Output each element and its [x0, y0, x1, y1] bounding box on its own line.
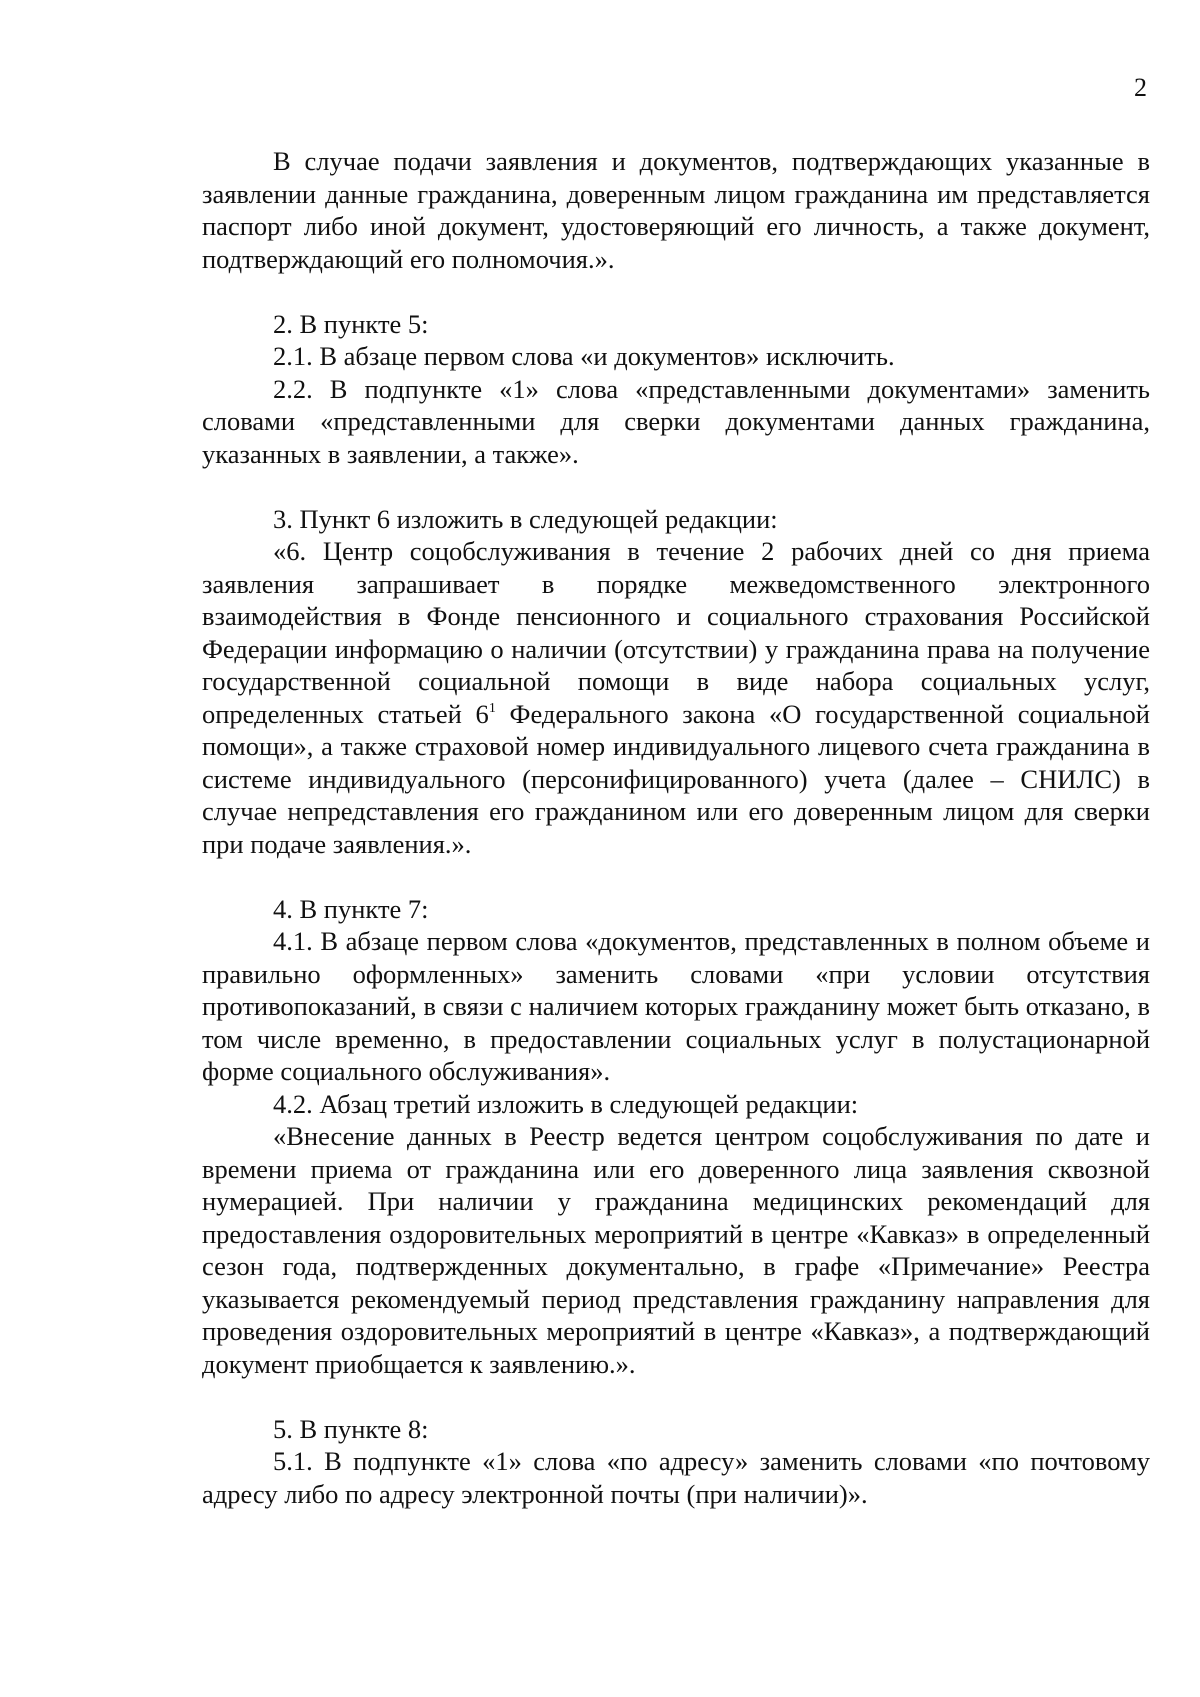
item-5-heading: 5. В пункте 8: [273, 1413, 429, 1444]
item-3-text [202, 535, 1150, 860]
item-3-text-before: «6. Центр соцобслуживания в течение 2 рабочих дней со дня приема заявления запрашивает в порядке межведомственного электронного взаимодействия в Фонде пенсионного и социального страхования Российской Федерации информацию о наличии (отсутствии) у гражданина права на получение государственной социальной помощи в виде набора социальных услуг, определенных статьей 6 [202, 536, 1150, 729]
item-4-heading: 4. В пункте 7: [273, 893, 429, 924]
item-5-1: 5.1. В подпункте «1» слова «по адресу» заменить словами «по почтовому адресу либо по адресу электронной почты (при наличии)». [202, 1446, 1150, 1509]
item-4-2-text: «Внесение данных в Реестр ведется центром соцобслуживания по дате и времени приема от гражданина или его доверенного лица заявления сквозной нумерацией. При наличии у гражданина медицинских рекомендаций для предоставления оздоровительных мероприятий в центре «Кавказ» в определенный сезон года, подтвержденных документально, в графе «Примечание» Реестра указывается рекомендуемый период представления гражданину направления для проведения оздоровительных мероприятий в центре «Кавказ», а подтверждающий документ приобщается к заявлению.». [202, 1121, 1150, 1379]
item-3-text-after: Федерального закона «О государственной социальной помощи», а также страховой номер индивидуального лицевого счета гражданина в системе индивидуального (персонифицированного) учета (далее – СНИЛС) в случае непредставления его гражданином или его доверенным лицом для сверки при подаче заявления.». [202, 698, 1150, 859]
item-2-heading: 2. В пункте 5: [273, 308, 429, 339]
item-2-2: 2.2. В подпункте «1» слова «представленными документами» заменить словами «представленными для сверки документами данных гражданина, указанных в заявлении, а также». [202, 373, 1150, 469]
item-3-heading: 3. Пункт 6 изложить в следующей редакции: [273, 503, 778, 534]
item-4-2: 4.2. Абзац третий изложить в следующей редакции: [273, 1088, 859, 1119]
page-number: 2 [1134, 73, 1147, 102]
article-superscript: 1 [488, 700, 496, 716]
document-body [202, 145, 1150, 1510]
item-2-1: 2.1. В абзаце первом слова «и документов» исключить. [273, 341, 895, 371]
item-4-1: 4.1. В абзаце первом слова «документов, представленных в полном объеме и правильно оформленных» заменить словами «при условии отсутствия противопоказаний, в связи с наличием которых гражданину может быть отказано, в том числе временно, в предоставлении социальных услуг в полустационарной форме социального обслуживания». [202, 926, 1150, 1086]
paragraph-intro: В случае подачи заявления и документов, подтверждающих указанные в заявлении данные гражданина, доверенным лицом гражданина им представляется паспорт либо иной документ, удостоверяющий его личность, а также документ, подтверждающий его полномочия.». [202, 146, 1150, 274]
